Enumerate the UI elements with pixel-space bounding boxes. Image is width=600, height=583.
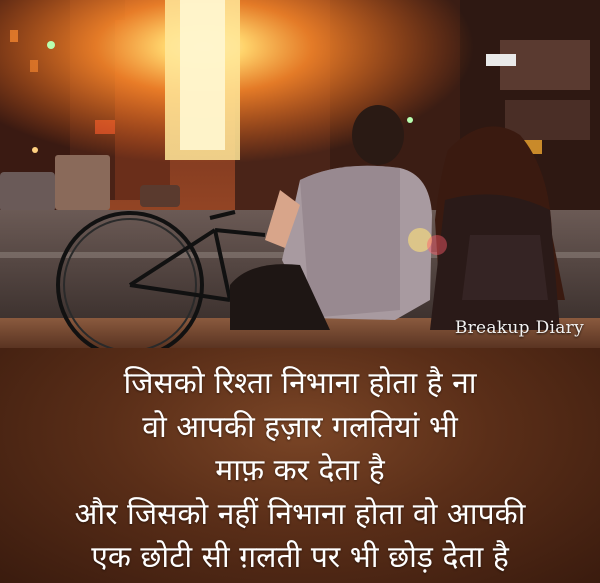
quote-line-3: माफ़ कर देता है (215, 453, 385, 488)
quote-panel (0, 348, 600, 583)
quote-text (0, 362, 600, 580)
quote-line-5: एक छोटी सी ग़लती पर भी छोड़ देता है (91, 540, 509, 575)
quote-line-1: जिसको रिश्ता निभाना होता है ना (123, 366, 477, 401)
quote-line-2: वो आपकी हज़ार गलतियां भी (142, 409, 458, 445)
quote-line-4: और जिसको नहीं निभाना होता वो आपकी (74, 496, 526, 532)
watermark-text: Breakup Diary (454, 318, 584, 338)
